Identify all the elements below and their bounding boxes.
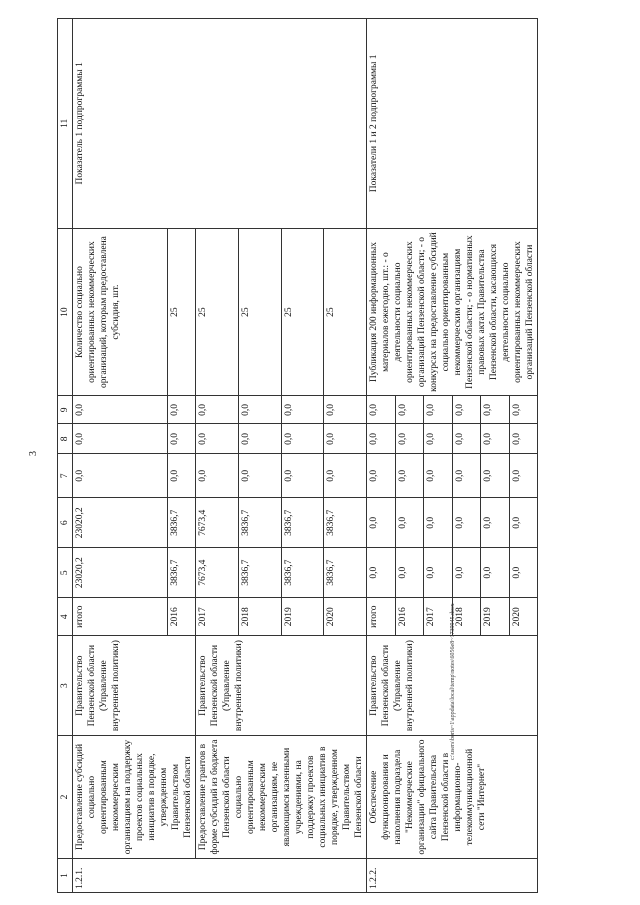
table-cell: итого	[73, 598, 168, 636]
table-cell: 0,0	[73, 424, 168, 454]
table-cell: 0,0	[481, 424, 510, 454]
table-cell: 0,0	[196, 396, 239, 424]
table-cell: 3836,7	[324, 548, 367, 598]
table-cell: 7673,4	[196, 548, 239, 598]
table-cell: 0,0	[324, 424, 367, 454]
table-cell: 3836,7	[281, 498, 324, 548]
table-cell: 0,0	[168, 424, 196, 454]
table-cell: 0,0	[481, 454, 510, 498]
table-cell: 3836,7	[281, 548, 324, 598]
table-cell: 3836,7	[238, 548, 281, 598]
table-cell: 23020,2	[73, 498, 168, 548]
header-cell: 6	[58, 498, 73, 548]
table-cell: 0,0	[324, 454, 367, 498]
table-cell: 0,0	[452, 424, 481, 454]
table-cell: 0,0	[424, 498, 453, 548]
table-row	[73, 19, 168, 893]
header-cell: 2	[58, 736, 73, 859]
header-cell: 9	[58, 396, 73, 424]
table-cell: 0,0	[509, 396, 538, 424]
table-cell: 3836,7	[168, 498, 196, 548]
table-cell: 0,0	[238, 424, 281, 454]
table-cell: 0,0	[452, 454, 481, 498]
table-cell: 0,0	[509, 424, 538, 454]
row-id: 1.2.2.	[367, 859, 538, 893]
table-cell: 0,0	[424, 424, 453, 454]
table-cell: 0,0	[395, 454, 424, 498]
table-cell: 0,0	[481, 396, 510, 424]
table-cell: 25	[324, 228, 367, 396]
table-cell: 0,0	[168, 454, 196, 498]
table-cell: 25	[196, 228, 239, 396]
table-cell: 0,0	[281, 424, 324, 454]
table-cell: 0,0	[281, 454, 324, 498]
table-cell: 2018	[452, 598, 481, 636]
table-cell: 2020	[509, 598, 538, 636]
row-ref: Показатели 1 и 2 подпрограммы 1	[367, 19, 538, 229]
table-cell: 2019	[481, 598, 510, 636]
footer-path: c:\users\boris~1\appdata\local\temp\notes\6056e8~1739945.docx	[450, 603, 456, 760]
table-cell: итого	[367, 598, 396, 636]
table-cell: 3836,7	[168, 548, 196, 598]
table-cell: 0,0	[367, 454, 396, 498]
page-number: 3	[28, 451, 39, 456]
row-executor: Правительство Пензенской области (Управление внутренней политики)	[196, 636, 367, 736]
table-cell: 0,0	[424, 396, 453, 424]
row-indicator: Публикация 200 информационных материалов ежегодно, шт.: - о деятельности социально ориентированных некоммерческих организаций Пензенской области; - о конкурсах на предоставление субсидий социально ориентированным некоммерческим организациям Пензенской области; - о нормативных правовых актах Правительства Пензенской области, касающихся деятельности социально ориентированных некоммерческих организаций Пензенской области	[367, 228, 538, 396]
header-cell: 3	[58, 636, 73, 736]
table-cell: 0,0	[509, 498, 538, 548]
row-indicator: Количество социально ориентированных некоммерческих организаций, которым предоставлена субсидия, шт.	[73, 228, 168, 396]
table-cell: 0,0	[367, 424, 396, 454]
table-cell: 0,0	[395, 498, 424, 548]
table-cell: 0,0	[73, 454, 168, 498]
table-cell: 0,0	[238, 454, 281, 498]
table-cell: 0,0	[424, 548, 453, 598]
table-cell: 0,0	[238, 396, 281, 424]
table-cell: 2017	[424, 598, 453, 636]
table-cell: 0,0	[452, 498, 481, 548]
row-id: 1.2.1.	[73, 859, 367, 893]
table-cell: 0,0	[395, 396, 424, 424]
table-cell: 25	[238, 228, 281, 396]
table-cell: 0,0	[281, 396, 324, 424]
header-cell: 5	[58, 548, 73, 598]
table-cell: 0,0	[509, 454, 538, 498]
table-cell: 2019	[281, 598, 324, 636]
table-cell: 25	[168, 228, 196, 396]
row-name: Обеспечение функционирования и наполнения подраздела "Некоммерческие организации" официального сайта Правительства Пензенской области в информационно-телекоммуникационной сети "Интернет"	[367, 736, 538, 859]
table-cell: 2017	[196, 598, 239, 636]
header-cell: 8	[58, 424, 73, 454]
table-cell: 0,0	[73, 396, 168, 424]
table-cell: 0,0	[481, 498, 510, 548]
table-cell: 2020	[324, 598, 367, 636]
table-cell: 2016	[168, 598, 196, 636]
table-cell: 0,0	[481, 548, 510, 598]
row-ref: Показатель 1 подпрограммы 1	[73, 19, 367, 229]
header-cell: 1	[58, 859, 73, 893]
table-cell: 0,0	[509, 548, 538, 598]
table-cell: 2018	[238, 598, 281, 636]
header-cell: 7	[58, 454, 73, 498]
table-cell: 2016	[395, 598, 424, 636]
table-row	[367, 19, 396, 893]
table-cell: 0,0	[395, 548, 424, 598]
table-cell: 0,0	[196, 424, 239, 454]
header-cell: 4	[58, 598, 73, 636]
table-cell: 0,0	[367, 548, 396, 598]
plan-table	[57, 18, 538, 893]
table-cell: 0,0	[395, 424, 424, 454]
table-wrapper	[57, 18, 538, 893]
row-name: Предоставление субсидий социально ориентированным некоммерческим организациям на поддержку проектов социальных инициатив в порядке, утвержденном Правительством Пензенской области	[73, 736, 196, 859]
table-cell: 0,0	[168, 396, 196, 424]
header-cell: 11	[58, 19, 73, 229]
row-executor: Правительство Пензенской области (Управление внутренней политики)	[367, 636, 538, 736]
table-cell: 7673,4	[196, 498, 239, 548]
table-cell: 0,0	[367, 498, 396, 548]
table-cell: 0,0	[452, 396, 481, 424]
table-cell: 0,0	[452, 548, 481, 598]
table-cell: 0,0	[196, 454, 239, 498]
row-name: Предоставление грантов в форме субсидий из бюджета Пензенской области социально ориентированным некоммерческим организациям, не являющимся казенными учреждениями, на поддержку проектов социальных инициатив в порядке, утвержденном Правительством Пензенской области	[196, 736, 367, 859]
table-cell: 3836,7	[238, 498, 281, 548]
table-cell: 3836,7	[324, 498, 367, 548]
row-executor: Правительство Пензенской области (Управление внутренней политики)	[73, 636, 196, 736]
header-row	[58, 19, 73, 893]
table-cell: 25	[281, 228, 324, 396]
header-cell: 10	[58, 228, 73, 396]
table-cell: 0,0	[367, 396, 396, 424]
table-cell: 23020,2	[73, 548, 168, 598]
table-cell: 0,0	[324, 396, 367, 424]
table-cell: 0,0	[424, 454, 453, 498]
